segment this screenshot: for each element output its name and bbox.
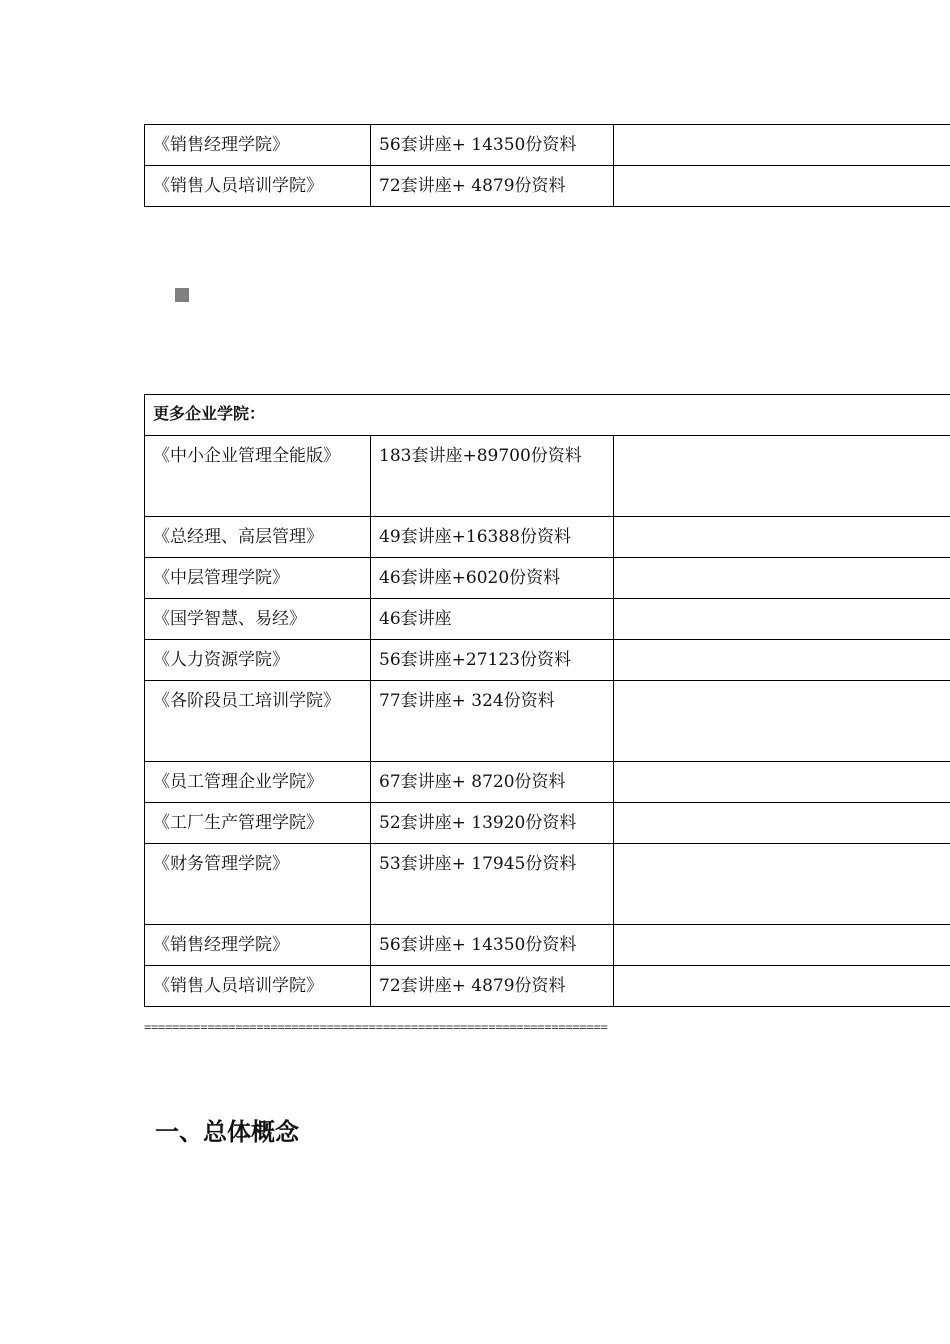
course-name: 《中小企业管理全能版》 (145, 436, 371, 517)
table-row (145, 844, 950, 925)
course-content: 46套讲座 (371, 599, 614, 640)
course-content: 72套讲座+ 4879份资料 (371, 166, 614, 207)
course-extra (614, 436, 950, 517)
table-row (145, 803, 950, 844)
course-name: 《销售经理学院》 (145, 925, 371, 966)
course-name: 《财务管理学院》 (145, 844, 371, 925)
table-header-row (145, 395, 950, 436)
course-extra (614, 517, 950, 558)
course-extra (614, 966, 950, 1007)
course-extra (614, 640, 950, 681)
table-row (145, 681, 950, 762)
course-name: 《工厂生产管理学院》 (145, 803, 371, 844)
course-extra (614, 125, 950, 166)
table-row (145, 925, 950, 966)
course-name: 《销售人员培训学院》 (145, 166, 371, 207)
course-extra (614, 925, 950, 966)
table-row (145, 640, 950, 681)
course-content: 56套讲座+ 14350份资料 (371, 125, 614, 166)
course-extra (614, 558, 950, 599)
course-name: 《人力资源学院》 (145, 640, 371, 681)
course-name: 《国学智慧、易经》 (145, 599, 371, 640)
table-row (145, 599, 950, 640)
table-row (145, 125, 950, 166)
course-content: 56套讲座+ 14350份资料 (371, 925, 614, 966)
course-content: 77套讲座+ 324份资料 (371, 681, 614, 762)
course-name: 《各阶段员工培训学院》 (145, 681, 371, 762)
table-row (145, 762, 950, 803)
course-name: 《总经理、高层管理》 (145, 517, 371, 558)
table-row (145, 966, 950, 1007)
course-extra (614, 844, 950, 925)
table-header: 更多企业学院： (145, 395, 950, 436)
more-academies-table (144, 394, 950, 1007)
course-name: 《员工管理企业学院》 (145, 762, 371, 803)
course-name: 《销售经理学院》 (145, 125, 371, 166)
course-content: 72套讲座+ 4879份资料 (371, 966, 614, 1007)
course-name: 《销售人员培训学院》 (145, 966, 371, 1007)
table-row (145, 436, 950, 517)
course-extra (614, 762, 950, 803)
course-content: 56套讲座+27123份资料 (371, 640, 614, 681)
course-extra (614, 599, 950, 640)
course-extra (614, 681, 950, 762)
divider-line: ================================================================== (144, 1020, 608, 1034)
course-name: 《中层管理学院》 (145, 558, 371, 599)
section-title: 一、总体概念 (155, 1118, 299, 1146)
course-content: 53套讲座+ 17945份资料 (371, 844, 614, 925)
course-content: 49套讲座+16388份资料 (371, 517, 614, 558)
top-catalog-table (144, 124, 950, 207)
course-extra (614, 166, 950, 207)
course-content: 46套讲座+6020份资料 (371, 558, 614, 599)
table-row (145, 558, 950, 599)
table-row (145, 517, 950, 558)
course-extra (614, 803, 950, 844)
course-content: 67套讲座+ 8720份资料 (371, 762, 614, 803)
course-content: 183套讲座+89700份资料 (371, 436, 614, 517)
course-content: 52套讲座+ 13920份资料 (371, 803, 614, 844)
square-bullet-icon (175, 288, 189, 302)
table-row (145, 166, 950, 207)
